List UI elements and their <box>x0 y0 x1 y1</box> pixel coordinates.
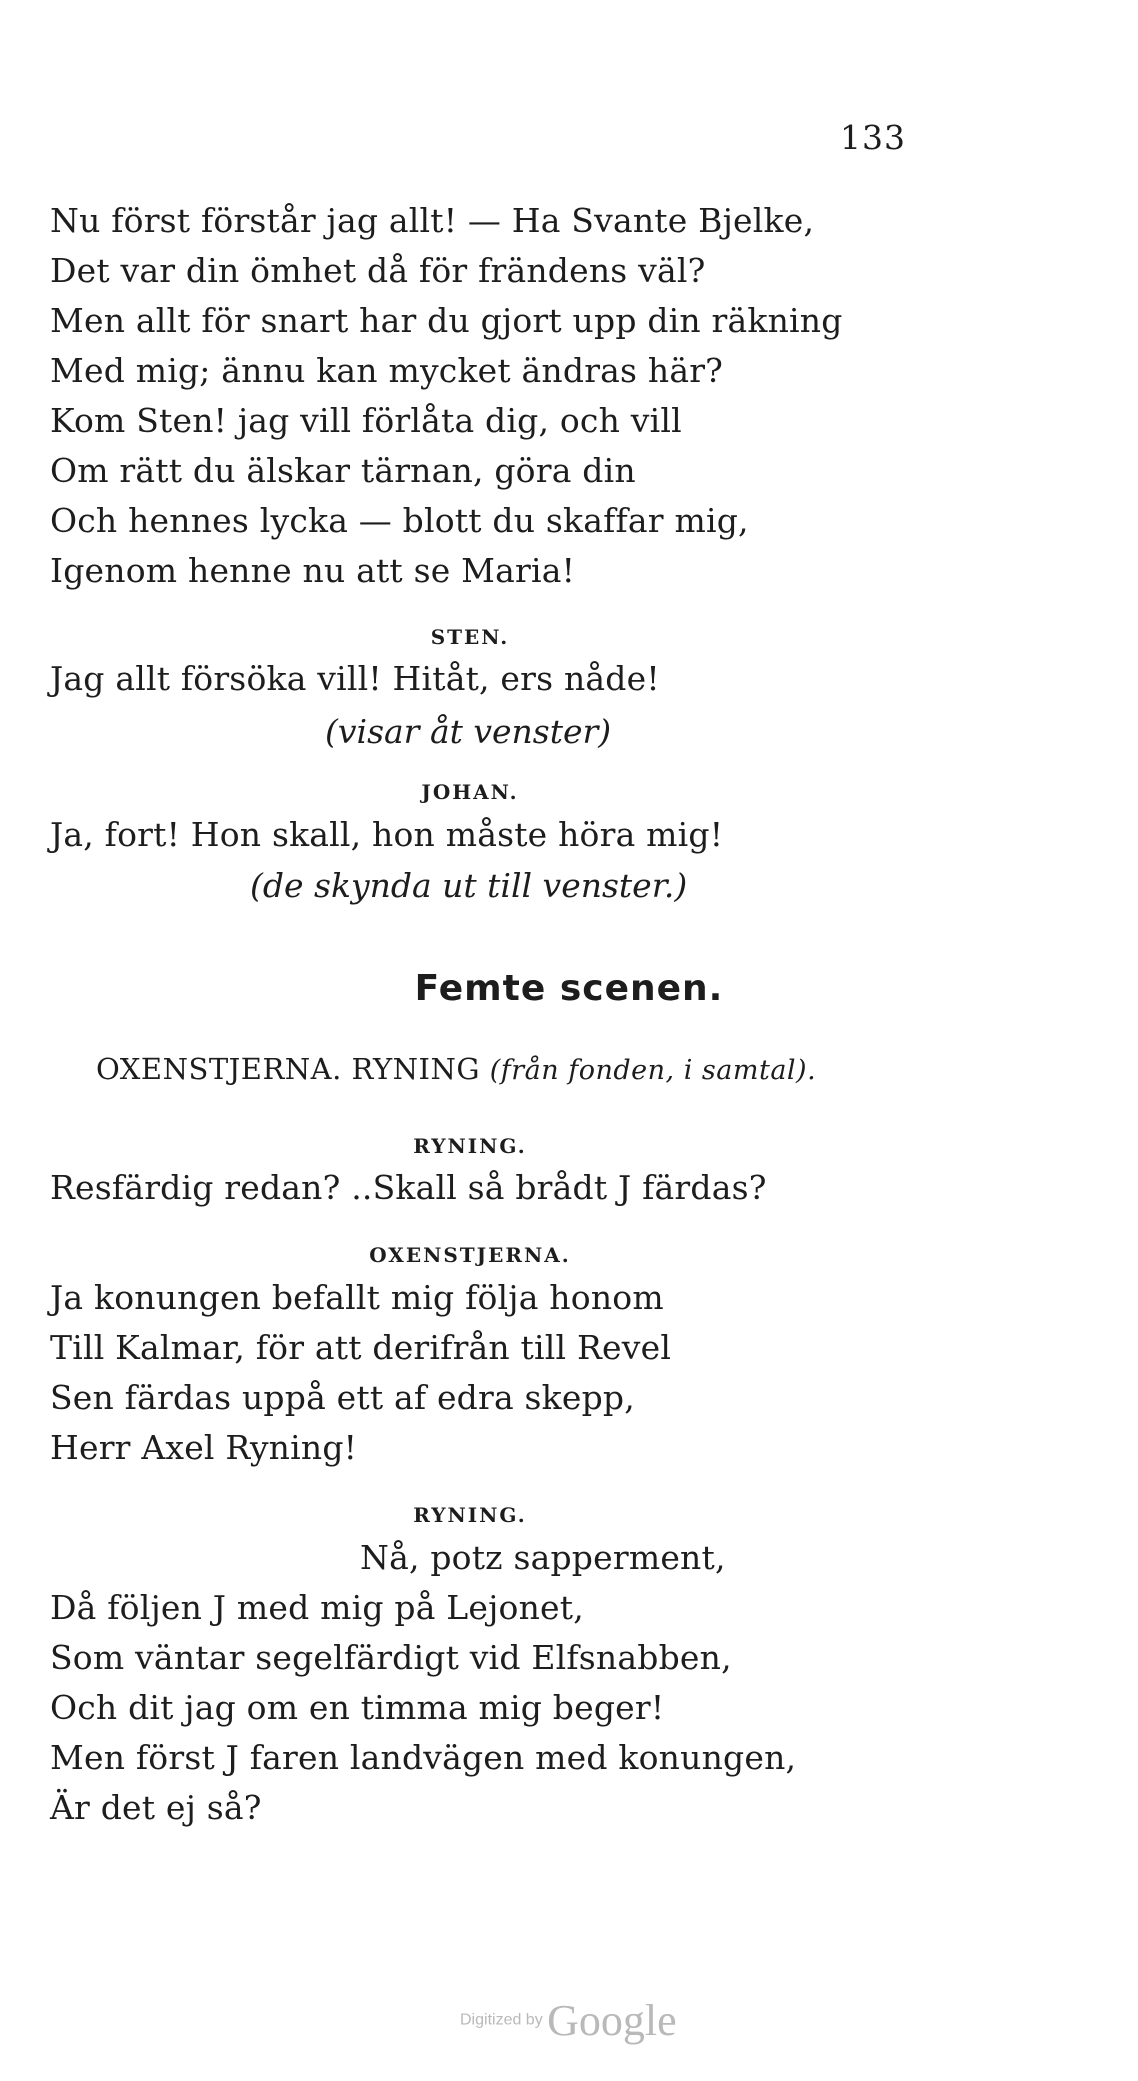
verse-line-johan: Ja, fort! Hon skall, hon måste höra mig! <box>50 815 724 854</box>
verse-line: Om rätt du älskar tärnan, göra din <box>50 451 636 490</box>
speaker-name-oxenstjerna: OXENSTJERNA. <box>369 1243 571 1267</box>
verse-line: Ja konungen befallt mig följa honom <box>50 1278 664 1317</box>
verse-line: Är det ej så? <box>50 1788 262 1827</box>
stage-direction: (visar åt venster) <box>325 712 612 751</box>
verse-line: Som väntar segelfärdigt vid Elfsnabben, <box>50 1638 732 1677</box>
scene-title: Femte scenen. <box>414 968 724 1009</box>
scene-cast <box>96 1052 816 1086</box>
verse-line: Nå, potz sapperment, <box>360 1538 726 1577</box>
cast-note: (från fonden, i samtal). <box>489 1055 817 1086</box>
watermark-brand: Google <box>547 1996 677 2045</box>
speaker-name-sten: STEN. <box>430 625 510 649</box>
digitization-watermark <box>460 1995 677 2046</box>
speaker-name-ryning: RYNING. <box>413 1503 527 1527</box>
verse-line: Det var din ömhet då för frändens väl? <box>50 251 706 290</box>
verse-block-johan <box>50 196 843 596</box>
verse-line: Igenom henne nu att se Maria! <box>50 551 576 590</box>
verse-line: Och dit jag om en timma mig beger! <box>50 1688 665 1727</box>
verse-line: Herr Axel Ryning! <box>50 1428 358 1467</box>
verse-line: Till Kalmar, för att derifrån till Revel <box>50 1328 672 1367</box>
cast-names: OXENSTJERNA. RYNING <box>96 1052 481 1086</box>
verse-line-ryning: Resfärdig redan? ..Skall så brådt J färdas? <box>50 1168 767 1207</box>
page-number: 133 <box>840 118 906 157</box>
verse-block-ryning <box>50 1583 796 1833</box>
watermark-prefix: Digitized by <box>460 2011 543 2029</box>
verse-block-oxenstjerna <box>50 1273 671 1473</box>
verse-line: Nu först förstår jag allt! — Ha Svante Bjelke, <box>50 201 815 240</box>
verse-line-sten: Jag allt försöka vill! Hitåt, ers nåde! <box>50 659 660 698</box>
verse-line: Sen färdas uppå ett af edra skepp, <box>50 1378 635 1417</box>
verse-line: Och hennes lycka — blott du skaffar mig, <box>50 501 749 540</box>
speaker-name-ryning: RYNING. <box>413 1134 527 1158</box>
verse-line: Kom Sten! jag vill förlåta dig, och vill <box>50 401 682 440</box>
verse-line: Men först J faren landvägen med konungen, <box>50 1738 797 1777</box>
verse-line: Med mig; ännu kan mycket ändras här? <box>50 351 724 390</box>
stage-direction: (de skynda ut till venster.) <box>250 866 688 905</box>
speaker-name-johan: JOHAN. <box>421 780 519 804</box>
verse-line: Då följen J med mig på Lejonet, <box>50 1588 584 1627</box>
verse-line: Men allt för snart har du gjort upp din räkning <box>50 301 843 340</box>
